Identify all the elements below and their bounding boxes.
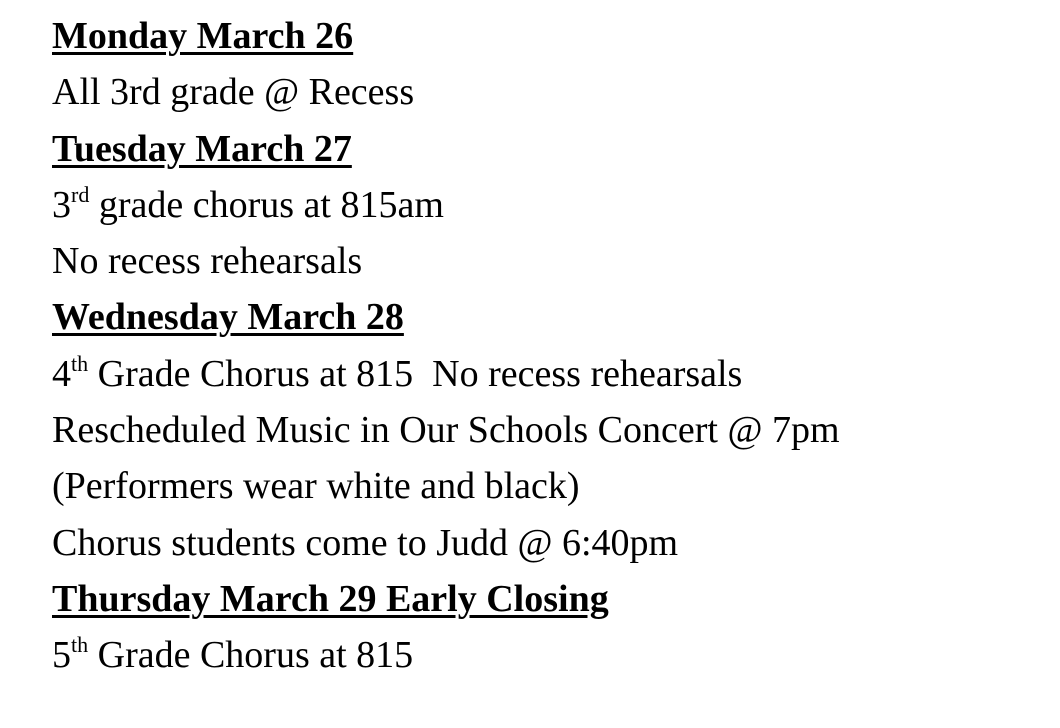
schedule-line: Chorus students come to Judd @ 6:40pm	[52, 521, 679, 564]
chorus-text: Grade Chorus at 815 No recess rehearsals	[88, 352, 743, 395]
schedule-line: All 3rd grade @ Recess	[52, 71, 415, 114]
schedule-line-chorus	[52, 177, 1042, 233]
schedule-document	[52, 8, 1042, 684]
ordinal-suffix: th	[71, 632, 89, 658]
chorus-text: Grade Chorus at 815	[88, 634, 414, 677]
schedule-line: No recess rehearsals	[52, 240, 363, 283]
schedule-line: Rescheduled Music in Our Schools Concert @ 7pm	[52, 409, 840, 452]
chorus-text: grade chorus at 815am	[89, 183, 444, 226]
schedule-line: (Performers wear white and black)	[52, 465, 580, 508]
grade-number: 4	[52, 352, 71, 395]
schedule-line-chorus	[52, 627, 1042, 683]
ordinal-suffix: rd	[71, 181, 90, 207]
schedule-line-chorus	[52, 346, 1042, 402]
day-heading-thursday: Thursday March 29 Early Closing	[52, 577, 609, 620]
day-heading-monday: Monday March 26	[52, 15, 354, 57]
grade-number: 3	[52, 183, 71, 226]
grade-number: 5	[52, 634, 71, 677]
day-heading-wednesday: Wednesday March 28	[52, 296, 404, 339]
ordinal-suffix: th	[71, 350, 89, 376]
day-heading-tuesday: Tuesday March 27	[52, 127, 352, 170]
